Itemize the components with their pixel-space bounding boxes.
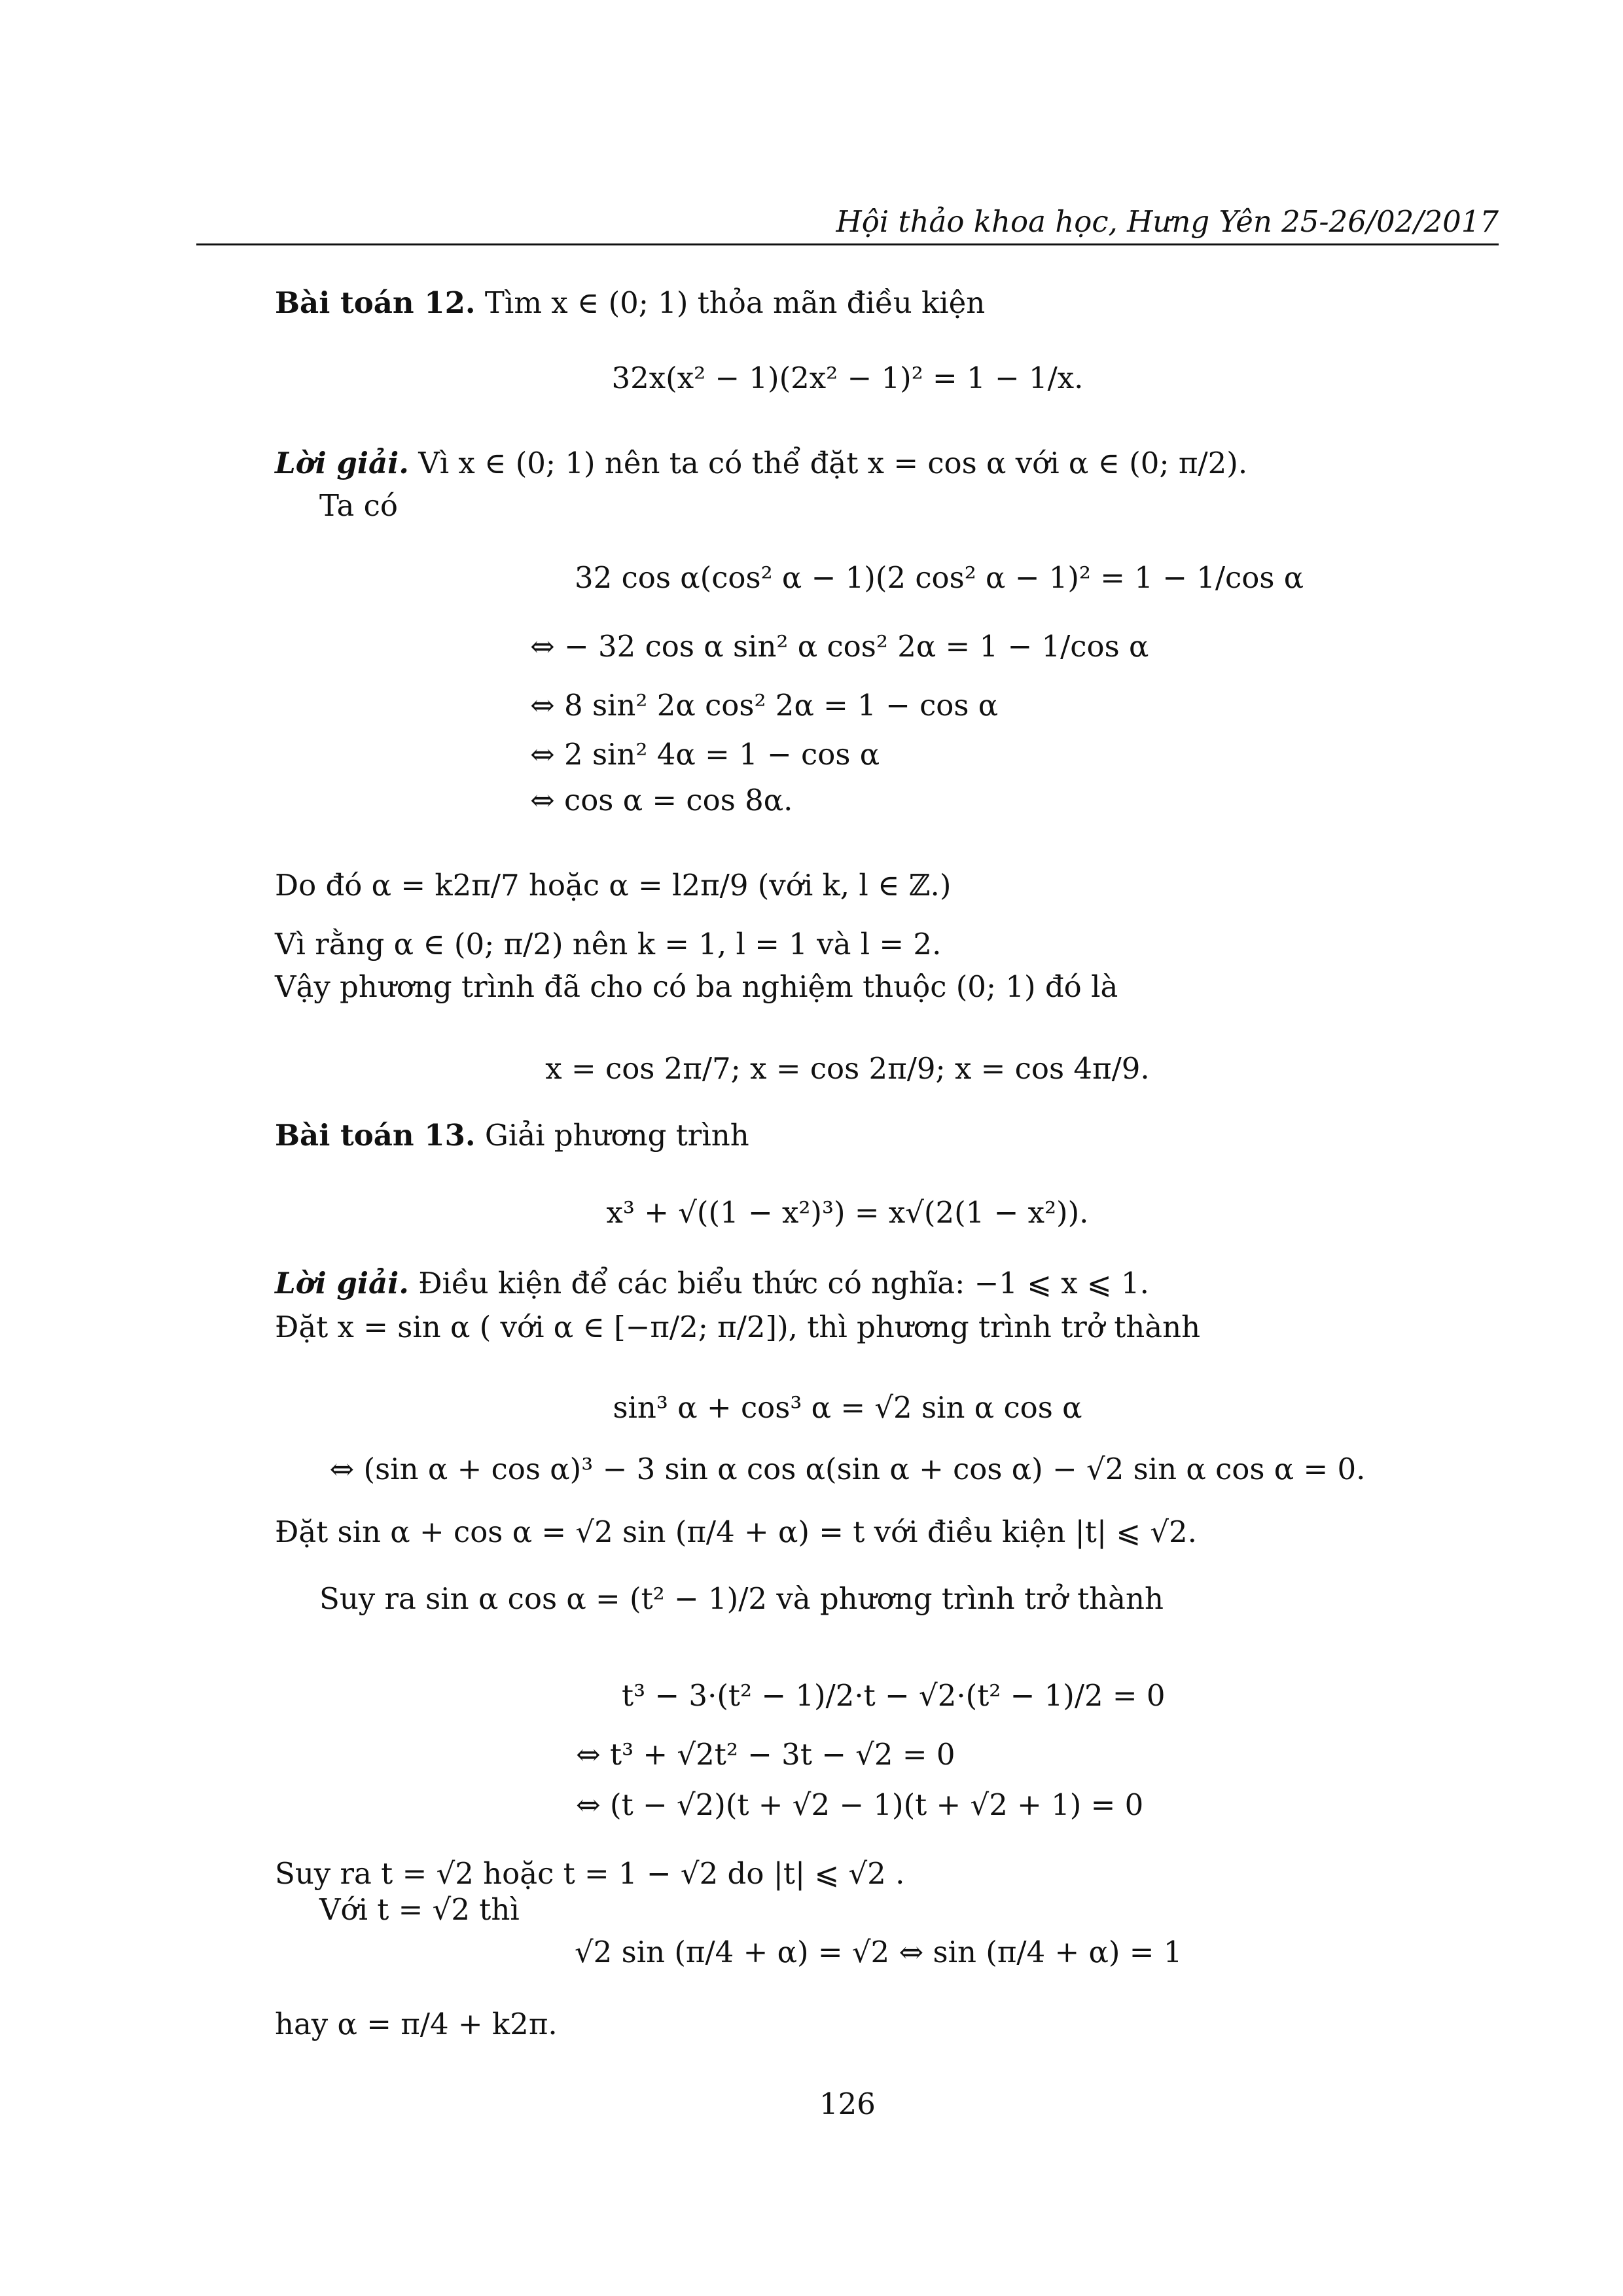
derivation-step-2: ⇔ − 32 cos α sin² α cos² 2α = 1 − 1/cos α: [530, 629, 1149, 664]
substitution-line-3: Suy ra sin α cos α = (t² − 1)/2 và phương trình trở thành: [319, 1581, 1164, 1616]
t-equation-2: ⇔ t³ + √2t² − 3t − √2 = 0: [576, 1737, 955, 1772]
result-line-2: Với t = √2 thì: [319, 1892, 520, 1927]
problem-13-statement: [275, 1118, 749, 1153]
solution-12-answer: x = cos 2π/7; x = cos 2π/9; x = cos 4π/9.: [545, 1051, 1150, 1086]
derivation-step-1: 32 cos α(cos² α − 1)(2 cos² α − 1)² = 1 − 1/cos α: [575, 560, 1304, 595]
solution-12-intro: [275, 448, 1247, 478]
result-line-1: Suy ra t = √2 hoặc t = 1 − √2 do |t| ⩽ √2 .: [275, 1856, 905, 1891]
derivation-step-5: ⇔ cos α = cos 8α.: [530, 783, 793, 817]
problem-13-text: Giải phương trình: [484, 1118, 749, 1153]
ta-co: Ta có: [319, 488, 398, 523]
result-line-4: hay α = π/4 + k2π.: [275, 2007, 558, 2041]
result-line-3: √2 sin (π/4 + α) = √2 ⇔ sin (π/4 + α) = 1: [575, 1935, 1183, 1969]
problem-13-title: Bài toán 13.: [275, 1118, 476, 1153]
problem-12-statement: [275, 285, 986, 320]
solution-12-label: Lời giải.: [275, 446, 409, 480]
solution-12-line-1: Do đó α = k2π/7 hoặc α = l2π/9 (với k, l ∈ ℤ.): [275, 868, 952, 903]
solution-12-line-3: Vậy phương trình đã cho có ba nghiệm thuộc (0; 1) đó là: [275, 969, 1118, 1004]
solution-13-condition: [275, 1268, 1149, 1298]
t-equation-3: ⇔ (t − √2)(t + √2 − 1)(t + √2 + 1) = 0: [576, 1787, 1144, 1822]
solution-12-text: Vì x ∈ (0; 1) nên ta có thể đặt x = cos α với α ∈ (0; π/2).: [418, 446, 1248, 480]
substitution-line: Đặt x = sin α ( với α ∈ [−π/2; π/2]), thì phương trình trở thành: [275, 1310, 1201, 1344]
solution-12-line-2: Vì rằng α ∈ (0; π/2) nên k = 1, l = 1 và l = 2.: [275, 927, 942, 961]
equation-e1: sin³ α + cos³ α = √2 sin α cos α: [613, 1390, 1082, 1425]
solution-13-label: Lời giải.: [275, 1266, 409, 1300]
t-equation-1: t³ − 3·(t² − 1)/2·t − √2·(t² − 1)/2 = 0: [622, 1678, 1166, 1713]
header-rule: [196, 243, 1499, 245]
problem-12-text: Tìm x ∈ (0; 1) thỏa mãn điều kiện: [484, 285, 986, 320]
running-header: Hội thảo khoa học, Hưng Yên 25-26/02/2017: [836, 204, 1499, 239]
substitution-line-2: Đặt sin α + cos α = √2 sin (π/4 + α) = t với điều kiện |t| ⩽ √2.: [275, 1515, 1197, 1549]
solution-13-condition-text: Điều kiện để các biểu thức có nghĩa: −1 ⩽ x ⩽ 1.: [418, 1266, 1149, 1300]
problem-12-equation: 32x(x² − 1)(2x² − 1)² = 1 − 1/x.: [611, 361, 1084, 395]
derivation-step-4: ⇔ 2 sin² 4α = 1 − cos α: [530, 737, 880, 772]
problem-12-title: Bài toán 12.: [275, 285, 476, 320]
equation-e2: ⇔ (sin α + cos α)³ − 3 sin α cos α(sin α + cos α) − √2 sin α cos α = 0.: [329, 1452, 1366, 1486]
problem-13-equation: x³ + √((1 − x²)³) = x√(2(1 − x²)).: [606, 1195, 1089, 1230]
page-number: 126: [819, 2087, 876, 2121]
derivation-step-3: ⇔ 8 sin² 2α cos² 2α = 1 − cos α: [530, 688, 999, 723]
